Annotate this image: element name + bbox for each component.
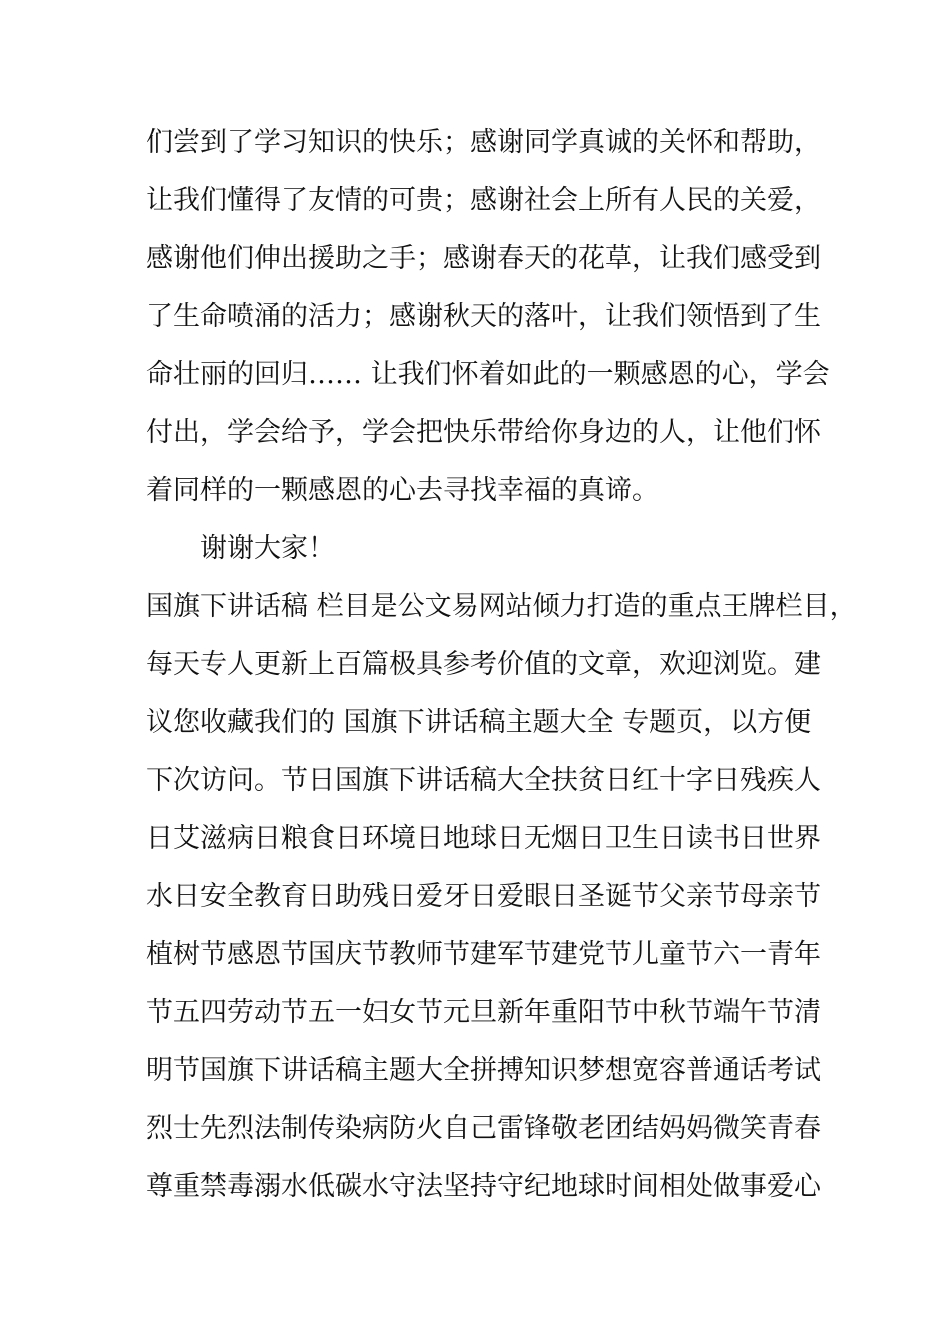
document-body [146,114,857,1216]
text-line: 议您收藏我们的 国旗下讲话稿主题大全 专题页，以方便 [146,707,812,738]
text-line: 们尝到了学习知识的快乐；感谢同学真诚的关怀和帮助， [146,127,821,158]
text-line: 节五四劳动节五一妇女节元旦新年重阳节中秋节端午节清 [146,997,821,1028]
text-line: 日艾滋病日粮食日环境日地球日无烟日卫生日读书日世界 [146,823,821,854]
text-line: 着同样的一颗感恩的心去寻找幸福的真谛。 [146,475,659,506]
text-line: 尊重禁毒溺水低碳水守法坚持守纪地球时间相处做事爱心 [146,1171,821,1202]
text-line: 感谢他们伸出援助之手；感谢春天的花草，让我们感受到 [146,243,821,274]
text-line: 让我们懂得了友情的可贵；感谢社会上所有人民的关爱， [146,185,821,216]
text-line: 下次访问。节日国旗下讲话稿大全扶贫日红十字日残疾人 [146,765,821,796]
text-line: 国旗下讲话稿 栏目是公文易网站倾力打造的重点王牌栏目， [146,591,857,622]
text-line: 明节国旗下讲话稿主题大全拼搏知识梦想宽容普通话考试 [146,1055,821,1086]
text-line: 烈士先烈法制传染病防火自己雷锋敬老团结妈妈微笑青春 [146,1113,821,1144]
text-line: 水日安全教育日助残日爱牙日爱眼日圣诞节父亲节母亲节 [146,881,821,912]
text-line: 付出，学会给予，学会把快乐带给你身边的人，让他们怀 [146,417,821,448]
text-line: 植树节感恩节国庆节教师节建军节建党节儿童节六一青年 [146,939,821,970]
text-line: 每天专人更新上百篇极具参考价值的文章，欢迎浏览。建 [146,649,821,680]
text-line: 命壮丽的回归…… 让我们怀着如此的一颗感恩的心，学会 [146,359,830,390]
closing-thanks: 谢谢大家！ [200,533,335,564]
text-line: 了生命喷涌的活力；感谢秋天的落叶，让我们领悟到了生 [146,301,821,332]
